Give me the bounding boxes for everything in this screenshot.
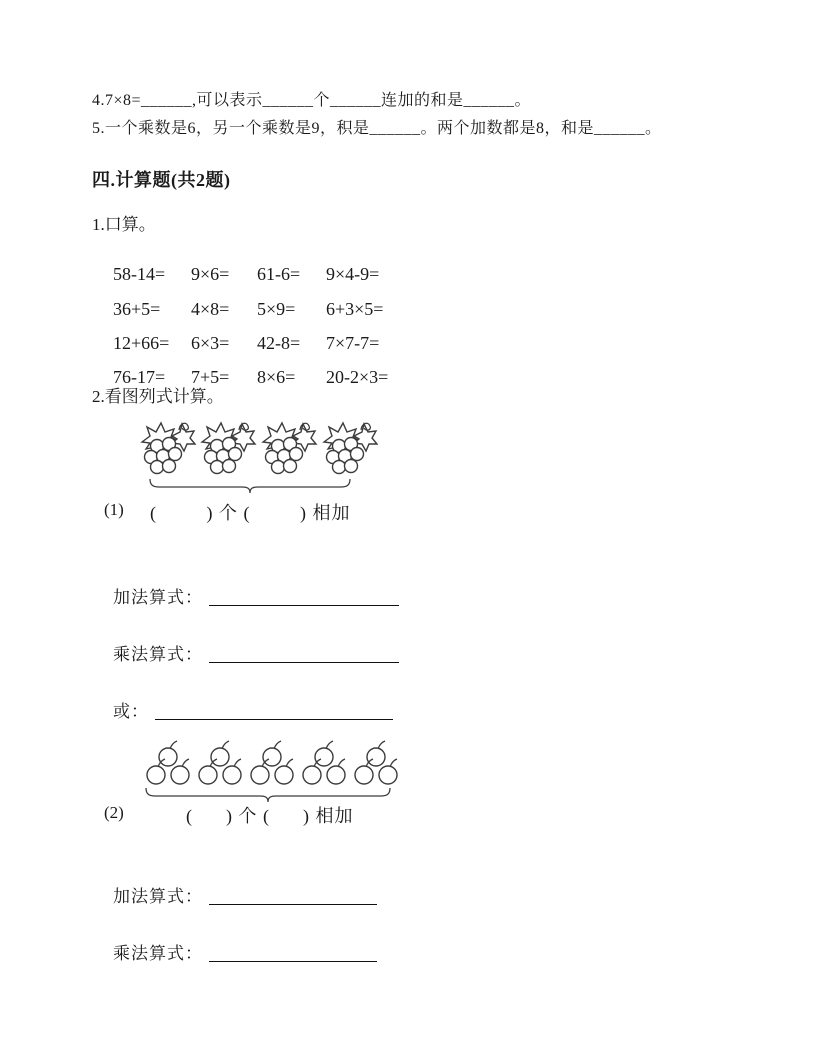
oral-expression: 12+66= [113,333,170,353]
apple-groups-figure [142,738,398,786]
multiplication-label: 乘法算式： [113,645,203,664]
fill-question-4: 4.7×8=______,可以表示______个______连加的和是______。 [92,92,532,109]
oral-expression: 5×9= [257,299,296,319]
grape-bunch-icon [142,423,195,474]
oral-expression: 20-2×3= [326,367,389,387]
addition-equation-line [92,563,399,628]
grape-bunches-figure [138,420,378,478]
answer-blank [209,887,377,905]
oral-expression: 36+5= [113,299,161,319]
oral-expression: 6×3= [191,333,230,353]
oral-expression: 7+5= [191,367,230,387]
oral-expression: 9×4-9= [326,264,380,284]
addition-label: 加法算式： [113,588,203,607]
oral-expression: 8×6= [257,367,296,387]
addition-equation-line [92,862,377,927]
oral-expression: 42-8= [257,333,301,353]
multiplication-equation-line [92,919,377,984]
section-heading: 四.计算题(共2题) [92,170,231,190]
oral-expression: 58-14= [113,264,166,284]
answer-blank [209,944,377,962]
figure-caption: ( ) 个 ( ) 相加 [150,503,351,523]
or-equation-line [92,677,393,742]
figure-caption: ( ) 个 ( ) 相加 [186,806,354,826]
answer-blank [209,588,399,606]
fill-question-5: 5.一个乘数是6，另一个乘数是9，积是______。两个加数都是8，和是______。 [92,120,662,137]
apple-group-icon [147,741,189,784]
oral-expression: 61-6= [257,264,301,284]
oral-expression: 76-17= [113,367,166,387]
figure-number: (1) [104,500,124,519]
apple-group-icon [303,741,345,784]
figure-number: (2) [104,803,124,822]
grape-bunch-icon [263,423,316,474]
answer-blank [155,702,393,720]
multiplication-equation-line [92,620,399,685]
oral-expression: 4×8= [191,299,230,319]
apple-group-icon [355,741,397,784]
apple-group-icon [251,741,293,784]
grape-bunch-icon [202,423,255,474]
addition-label: 加法算式： [113,887,203,906]
grape-bunch-icon [324,423,377,474]
pictorial-title: 2.看图列式计算。 [92,387,224,406]
underbrace [147,478,353,496]
oral-expression: 7×7-7= [326,333,380,353]
oral-expression: 9×6= [191,264,230,284]
multiplication-label: 乘法算式： [113,944,203,963]
oral-expression: 6+3×5= [326,299,384,319]
oral-calc-title: 1.口算。 [92,215,156,234]
apple-group-icon [199,741,241,784]
answer-blank [209,645,399,663]
or-label: 或： [113,702,149,721]
